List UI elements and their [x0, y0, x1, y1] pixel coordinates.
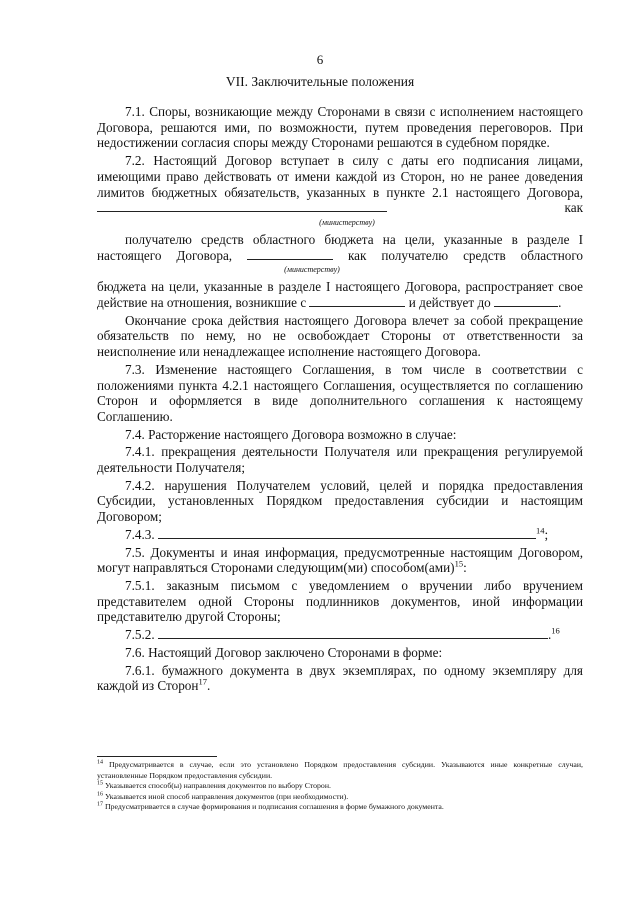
clause-7-3: 7.3. Изменение настоящего Соглашения, в том числе в соответствии с положениями пункта 4.2.1 настоящего Соглашения, осуществляется по соглашению Сторон и оформляется в виде дополнительного соглашения к настоящему Соглашению.: [97, 361, 583, 424]
blank-line: [494, 296, 558, 307]
footnote: $^{14}$ Предусматривается в случае, если это установлено Порядком предоставления субсидии. Указываются иные конкретные случаи, установленные Порядком предоставления субсидии.: [97, 759, 584, 780]
footnote: $^{15}$ Указывается способ(ы) направления документов по выбору Сторон.: [97, 780, 331, 790]
footnote: $^{16}$ Указывается иной способ направления документов (при необходимости).: [97, 790, 349, 801]
blank-line: [97, 201, 387, 212]
blank-line: [158, 628, 548, 639]
clause-7-1: 7.1. Споры, возникающие между Сторонами в связи с исполнением настоящего Договора, решаются ими, по возможности, путем проведения переговоров. При недостижении согласия споры между Сторонами решаются в судебном порядке.: [97, 104, 583, 151]
section-heading: VII. Заключительные положения: [225, 74, 415, 89]
clause-7-5-1: 7.5.1. заказным письмом с уведомлением о вручении либо вручением представителем одной Стороны подлинников документов, иной информации представителю другой Стороны;: [97, 577, 583, 625]
clause-7-2-part-c: бюджета на цели, указанные в разделе I настоящего Договора, распространяет свое действие на отношения, возникшие с и действует до .: [97, 279, 583, 311]
caption-ministry-1: (министерству): [319, 217, 375, 227]
page-number: 6: [316, 52, 324, 67]
clause-7-6-1: 7.6.1. бумажного документа в двух экземплярах, по одному экземпляру для каждой из Сторон$^{17}$.: [97, 662, 583, 694]
blank-line: [158, 528, 536, 539]
footnotes: [97, 760, 583, 813]
document-body: [97, 104, 583, 696]
clause-7-2-part-b: получателю средств областного бюджета на цели, указанные в разделе I настоящего Договора, как получателю средств областного: [97, 231, 584, 263]
clause-7-5-2: 7.5.2. .$^{16}$: [125, 625, 560, 643]
clause-7-5: 7.5. Документы и иная информация, предусмотренные настоящим Договором, могут направляться Сторонами следующим(ми) способом(ами)$^{15}$:: [97, 544, 583, 576]
blank-line: [247, 249, 333, 260]
clause-7-6: 7.6. Настоящий Договор заключено Сторонами в форме:: [125, 644, 443, 660]
clause-7-2-part-a: 7.2. Настоящий Договор вступает в силу с даты его подписания лицами, имеющими право действовать от имени каждой из Сторон, но не ранее доведения лимитов бюджетных обязательств, указанных в пункте 2.1 настоящего Договора, как: [97, 153, 583, 216]
footnote-separator: [97, 756, 217, 757]
clause-7-4-1: 7.4.1. прекращения деятельности Получателя или прекращения регулируемой деятельности Получателя;: [97, 444, 583, 476]
clause-7-4: 7.4. Расторжение настоящего Договора возможно в случае:: [125, 426, 457, 442]
clause-7-4-2: 7.4.2. нарушения Получателем условий, целей и порядка предоставления Субсидии, установленных Порядком предоставления субсидии и настоящим Договором;: [97, 477, 583, 525]
clause-7-4-3: 7.4.3. $^{14}$;: [125, 525, 549, 542]
footnote: $^{17}$ Предусматривается в случае формирования и подписания соглашения в форме бумажного документа.: [97, 801, 444, 811]
clause-7-2-part-d: Окончание срока действия настоящего Договора влечет за собой прекращение обязательств по нему, но не освобождает Стороны от ответственности за неисполнение или ненадлежащее исполнение настоящего Договора.: [97, 312, 583, 360]
blank-line: [309, 296, 405, 307]
caption-ministry-2: (министерству): [284, 265, 340, 275]
